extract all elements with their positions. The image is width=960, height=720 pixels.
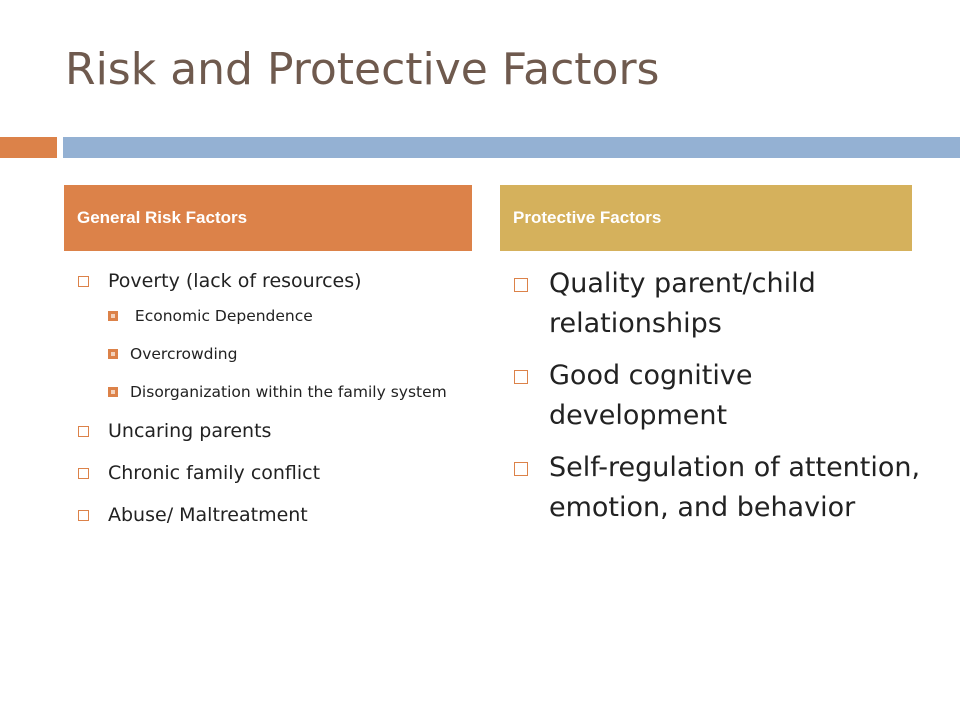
poverty-sub-list — [108, 304, 468, 404]
sub-item-overcrowding — [108, 342, 468, 366]
hollow-square-icon — [78, 468, 89, 479]
slide-title: Risk and Protective Factors — [65, 44, 660, 95]
risk-item-family-conflict — [78, 458, 468, 488]
protective-factors-header-label: Protective Factors — [513, 208, 662, 227]
risk-item-poverty — [78, 266, 468, 404]
sub-item-label: Overcrowding — [130, 345, 238, 363]
accent-bar-blue — [63, 137, 960, 158]
hollow-square-icon — [514, 278, 528, 292]
accent-bar-orange — [0, 137, 57, 158]
hollow-square-icon — [78, 276, 89, 287]
protective-item-label: Quality parent/child relationships — [549, 268, 816, 339]
sub-item-label: Disorganization within the family system — [130, 383, 447, 401]
risk-factors-header-label: General Risk Factors — [77, 208, 248, 227]
risk-factors-header — [64, 185, 472, 251]
risk-item-abuse — [78, 500, 468, 530]
protective-item-label: Good cognitive development — [549, 360, 753, 431]
risk-item-label: Uncaring parents — [108, 420, 272, 442]
filled-square-icon — [108, 311, 118, 321]
hollow-square-icon — [78, 426, 89, 437]
protective-item-relationships — [514, 264, 924, 344]
risk-factors-list — [78, 266, 468, 542]
protective-item-cognitive — [514, 356, 924, 436]
protective-item-self-regulation — [514, 448, 924, 528]
filled-square-icon — [108, 349, 118, 359]
risk-item-label: Abuse/ Maltreatment — [108, 504, 308, 526]
risk-item-label: Chronic family conflict — [108, 462, 321, 484]
filled-square-icon — [108, 387, 118, 397]
sub-item-disorganization — [108, 380, 468, 404]
hollow-square-icon — [514, 462, 528, 476]
hollow-square-icon — [514, 370, 528, 384]
protective-factors-list — [514, 264, 924, 540]
risk-item-label: Poverty (lack of resources) — [108, 270, 362, 292]
protective-item-label: Self-regulation of attention, emotion, and behavior — [549, 452, 921, 523]
sub-item-economic-dependence — [108, 304, 468, 328]
protective-factors-header — [500, 185, 912, 251]
risk-item-uncaring-parents — [78, 416, 468, 446]
hollow-square-icon — [78, 510, 89, 521]
sub-item-label: Economic Dependence — [130, 307, 313, 325]
